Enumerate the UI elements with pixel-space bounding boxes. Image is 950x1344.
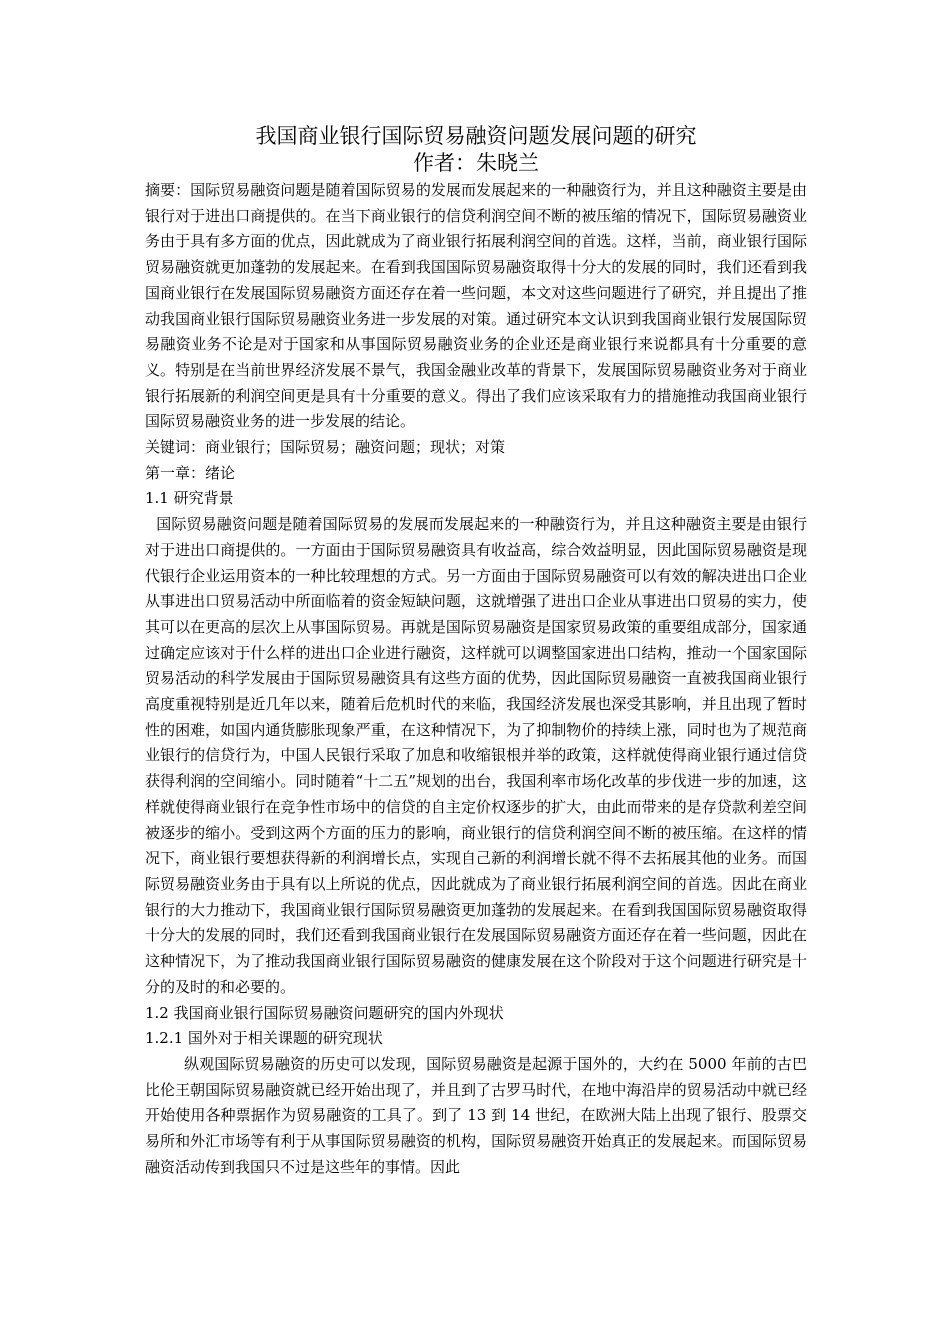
keywords-line: 关键词：商业银行；国际贸易；融资问题；现状；对策 bbox=[145, 438, 506, 457]
document-page bbox=[145, 122, 807, 1180]
abstract-paragraph: 摘要：国际贸易融资问题是随着国际贸易的发展而发展起来的一种融资行为，并且这种融资主要是由银行对于进出口商提供的。在当下商业银行的信贷利润空间不断的被压缩的情况下，国际贸易融资业务由于具有多方面的优点，因此就成为了商业银行拓展利润空间的首选。这样，当前，商业银行国际贸易融资就更加蓬勃的发展起来。在看到我国国际贸易融资取得十分大的发展的同时，我们还看到我国商业银行在发展国际贸易融资方面还存在着一些问题，本文对这些问题进行了研究，并且提出了推动我国商业银行国际贸易融资业务进一步发展的对策。通过研究本文认识到我国商业银行发展国际贸易融资业务不论是对于国家和从事国际贸易融资业务的企业还是商业银行来说都具有十分重要的意义。特别是在当前世界经济发展不景气，我国金融业改革的背景下，发展国际贸易融资业务对于商业银行拓展新的利润空间更是具有十分重要的意义。得出了我们应该采取有力的措施推动我国商业银行国际贸易融资业务的进一步发展的结论。 bbox=[145, 181, 807, 431]
body-paragraph-1-2-1: 纵观国际贸易融资的历史可以发现，国际贸易融资是起源于国外的，大约在 5000 年前的古巴比伦王朝国际贸易融资就已经开始出现了，并且到了古罗马时代，在地中海沿岸的贸易活动中就已经开始使用各种票据作为贸易融资的工具了。到了 13 到 14 世纪，在欧洲大陆上出现了银行、股票交易所和外汇市场等有利于从事国际贸易融资的机构，国际贸易融资开始真正的发展起来。而国际贸易融资活动传到我国只不过是这些年的事情。因此 bbox=[145, 1054, 807, 1176]
section-heading-1-2: 1.2 我国商业银行国际贸易融资问题研究的国内外现状 bbox=[145, 1003, 504, 1022]
paper-title: 我国商业银行国际贸易融资问题发展问题的研究 bbox=[255, 124, 697, 148]
section-heading-1-1: 1.1 研究背景 bbox=[145, 489, 234, 508]
paper-author: 作者：朱晓兰 bbox=[413, 151, 539, 175]
body-paragraph-1-1: 国际贸易融资问题是随着国际贸易的发展而发展起来的一种融资行为，并且这种融资主要是由银行对于进出口商提供的。一方面由于国际贸易融资具有收益高，综合效益明显，因此国际贸易融资是现代银行企业运用资本的一种比较理想的方式。另一方面由于国际贸易融资可以有效的解决进出口企业从事进出口贸易活动中所面临着的资金短缺问题，这就增强了进出口企业从事进出口贸易的实力，使其可以在更高的层次上从事国际贸易。再就是国际贸易融资是国家贸易政策的重要组成部分，国家通过确定应该对于什么样的进出口企业进行融资，这样就可以调整国家进出口结构，推动一个国家国际贸易活动的科学发展由于国际贸易融资具有这些方面的优势，因此国际贸易融资一直被我国商业银行高度重视特别是近几年以来，随着后危机时代的来临，我国经济发展也深受其影响，并且出现了暂时性的困难，如国内通货膨胀现象严重，在这种情况下，为了抑制物价的持续上涨，同时也为了规范商业银行的信贷行为，中国人民银行采取了加息和收缩银根并举的政策，这样就使得商业银行通过信贷获得利润的空间缩小。同时随着“十二五”规划的出台，我国利率市场化改革的步伐进一步的加速，这样就使得商业银行在竞争性市场中的信贷的自主定价权逐步的扩大，由此而带来的是存贷款利差空间被逐步的缩小。受到这两个方面的压力的影响，商业银行的信贷利润空间不断的被压缩。在这样的情况下，商业银行要想获得新的利润增长点，实现自己新的利润增长就不得不去拓展其他的业务。而国际贸易融资业务由于具有以上所说的优点，因此就成为了商业银行拓展利润空间的首选。因此在商业银行的大力推动下，我国商业银行国际贸易融资更加蓬勃的发展起来。在看到我国国际贸易融资取得十分大的发展的同时，我们还看到我国商业银行在发展国际贸易融资方面还存在着一些问题，因此在这种情况下，为了推动我国商业银行国际贸易融资的健康发展在这个阶段对于这个问题进行研究是十分的及时的和必要的。 bbox=[145, 515, 807, 996]
section-heading-1-2-1: 1.2.1 国外对于相关课题的研究现状 bbox=[145, 1029, 383, 1048]
chapter-heading: 第一章：绪论 bbox=[145, 463, 236, 482]
